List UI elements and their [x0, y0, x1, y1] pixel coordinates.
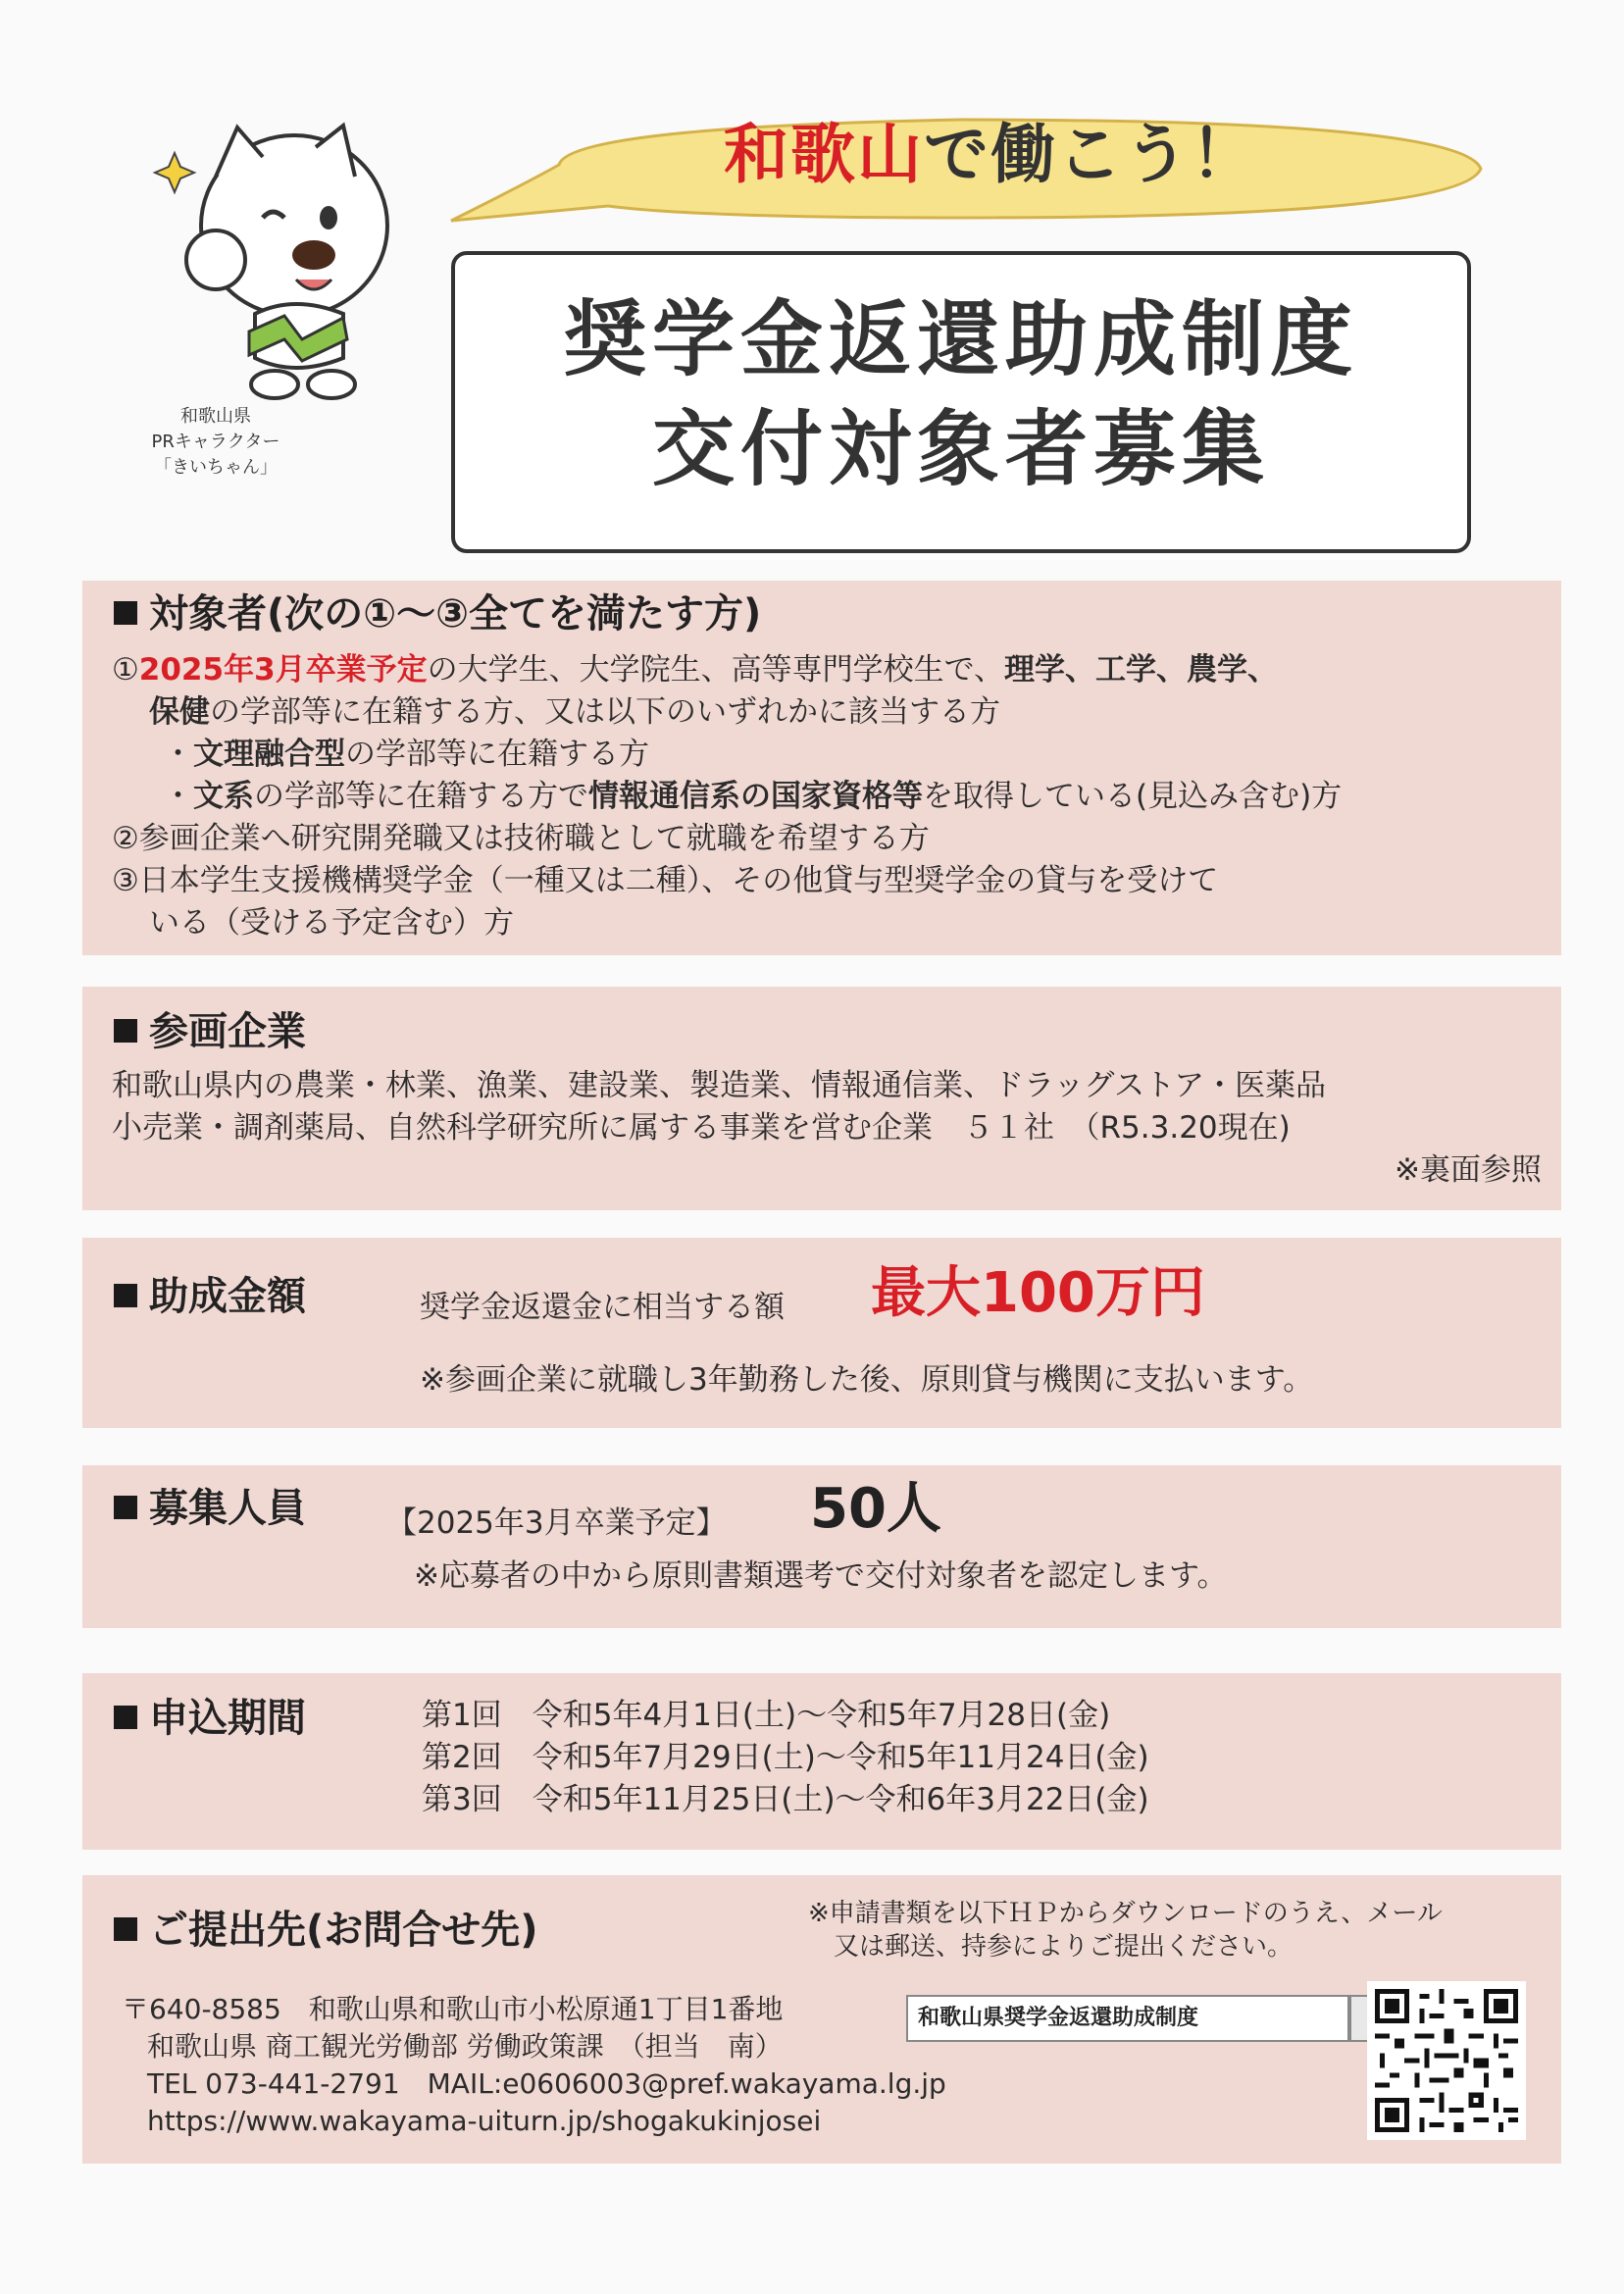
title-line-1: 奨学金返還助成制度: [563, 291, 1358, 387]
eligibility-sub-1: ・文理融合型の学部等に在籍する方: [163, 737, 649, 772]
contact-panel: [82, 1875, 1561, 2164]
round-dates: 令和5年7月29日(土)～令和5年11月24日(金): [532, 1740, 1149, 1775]
amount-panel: [82, 1238, 1561, 1428]
slogan-highlight: 和歌山: [724, 117, 924, 192]
square-bullet-icon: [114, 1706, 137, 1729]
contact-note-line-1: ※申請書類を以下ＨＰからダウンロードのうえ、メール: [808, 1899, 1443, 1928]
round-dates: 令和5年4月1日(土)～令和5年7月28日(金): [532, 1698, 1111, 1733]
companies-note: ※裏面参照: [1395, 1152, 1542, 1188]
item-text: の学部等に在籍する方、又は以下のいずれかに該当する方: [210, 694, 1000, 730]
fields-bold: 保健: [149, 694, 210, 730]
recruit-note: ※応募者の中から原則書類選考で交付対象者を認定します。: [414, 1558, 1228, 1594]
title-box: [451, 251, 1471, 553]
mascot-caption: [98, 404, 333, 481]
item-number: ①: [112, 652, 139, 688]
heading-text: 募集人員: [149, 1486, 306, 1531]
recruit-label: 【2025年3月卒業予定】: [386, 1505, 727, 1541]
section-heading: [114, 1905, 538, 1956]
companies-line-1: 和歌山県内の農業・林業、漁業、建設業、製造業、情報通信業、ドラッグストア・医薬品: [112, 1068, 1327, 1103]
companies-panel: [82, 987, 1561, 1210]
section-heading: [114, 1693, 306, 1744]
square-bullet-icon: [114, 601, 137, 625]
eligibility-item-1: [112, 649, 1278, 691]
amount-desc: 奨学金返還金に相当する額: [420, 1290, 785, 1325]
eligibility-sub-2: ・文系の学部等に在籍する方で情報通信系の国家資格等を取得している(見込み含む)方: [163, 779, 1343, 814]
eligibility-item-1-cont: [149, 691, 1000, 734]
contact-dept: 和歌山県 商工観光労働部 労働政策課 （担当 南）: [147, 2030, 783, 2063]
sub-text: の学部等に在籍する方: [345, 737, 649, 772]
slogan: [637, 116, 1344, 194]
period-row: [422, 1695, 1110, 1737]
sub-bold: 情報通信系の国家資格等: [588, 779, 923, 814]
qr-code-graphic: [1375, 1989, 1518, 2132]
round-dates: 令和5年11月25日(土)～令和6年3月22日(金): [532, 1782, 1149, 1817]
title-line-2: 交付対象者募集: [651, 401, 1270, 497]
eligibility-item-3-cont: いる（受ける予定含む）方: [149, 905, 514, 941]
section-heading: [114, 1006, 306, 1057]
amount-note: ※参画企業に就職し3年勤務した後、原則貸与機関に支払います。: [420, 1362, 1314, 1398]
contact-address: 〒640-8585 和歌山県和歌山市小松原通1丁目1番地: [122, 1993, 784, 2025]
recruit-panel: [82, 1465, 1561, 1628]
search-input[interactable]: 和歌山県奨学金返還助成制度: [906, 1995, 1349, 2042]
sub-text: の学部等に在籍する方で: [254, 779, 588, 814]
heading-text: 助成金額: [149, 1274, 306, 1319]
square-bullet-icon: [114, 1284, 137, 1307]
section-heading: [114, 1483, 306, 1534]
period-row: [422, 1737, 1149, 1779]
mascot-caption-line: 「きいちゃん」: [154, 457, 278, 478]
heading-text: 参画企業: [149, 1009, 306, 1054]
sub-bold: 文理融合型: [193, 737, 345, 772]
eligibility-item-2: ②参画企業へ研究開発職又は技術職として就職を希望する方: [112, 821, 930, 856]
contact-tel-mail: TEL 073-441-2791 MAIL:e0606003@pref.wakayama.lg.jp: [147, 2067, 946, 2100]
slogan-rest: で働こう！: [924, 117, 1257, 192]
heading-text: 対象者(次の①～③全てを満たす方): [149, 591, 762, 637]
period-row: [422, 1779, 1149, 1821]
contact-note-line-2: 又は郵送、持参によりご提出ください。: [834, 1932, 1294, 1962]
item-text: の大学生、大学院生、高等専門学校生で、: [427, 652, 1005, 688]
qr-code-icon[interactable]: [1367, 1981, 1526, 2140]
eligibility-item-3: ③日本学生支援機構奨学金（一種又は二種）、その他貸与型奨学金の貸与を受けて: [112, 863, 1219, 898]
mascot-caption-line: PRキャラクター: [151, 432, 280, 452]
round-label: 第2回: [422, 1740, 502, 1775]
section-heading: [114, 588, 761, 639]
recruit-value: 50人: [810, 1477, 941, 1541]
amount-value: 最大100万円: [871, 1261, 1205, 1325]
fields-bold: 理学、工学、農学、: [1004, 652, 1279, 688]
mascot-dog-icon: [147, 108, 422, 402]
contact-url[interactable]: https://www.wakayama-uiturn.jp/shogakukinjosei: [147, 2105, 822, 2137]
square-bullet-icon: [114, 1496, 137, 1519]
heading-text: 申込期間: [149, 1696, 306, 1741]
round-label: 第1回: [422, 1698, 502, 1733]
section-heading: [114, 1271, 306, 1322]
sub-text: を取得している(見込み含む)方: [923, 779, 1343, 814]
square-bullet-icon: [114, 1917, 137, 1941]
mascot-caption-line: 和歌山県: [180, 406, 251, 427]
period-panel: [82, 1673, 1561, 1850]
heading-text: ご提出先(お問合せ先): [149, 1908, 538, 1953]
companies-line-2: 小売業・調剤薬局、自然科学研究所に属する事業を営む企業 ５１社 （R5.3.20現在): [112, 1110, 1291, 1146]
sub-bold: 文系: [193, 779, 254, 814]
eligibility-panel: [82, 581, 1561, 955]
round-label: 第3回: [422, 1782, 502, 1817]
graduation-highlight: 2025年3月卒業予定: [138, 652, 428, 688]
square-bullet-icon: [114, 1019, 137, 1043]
